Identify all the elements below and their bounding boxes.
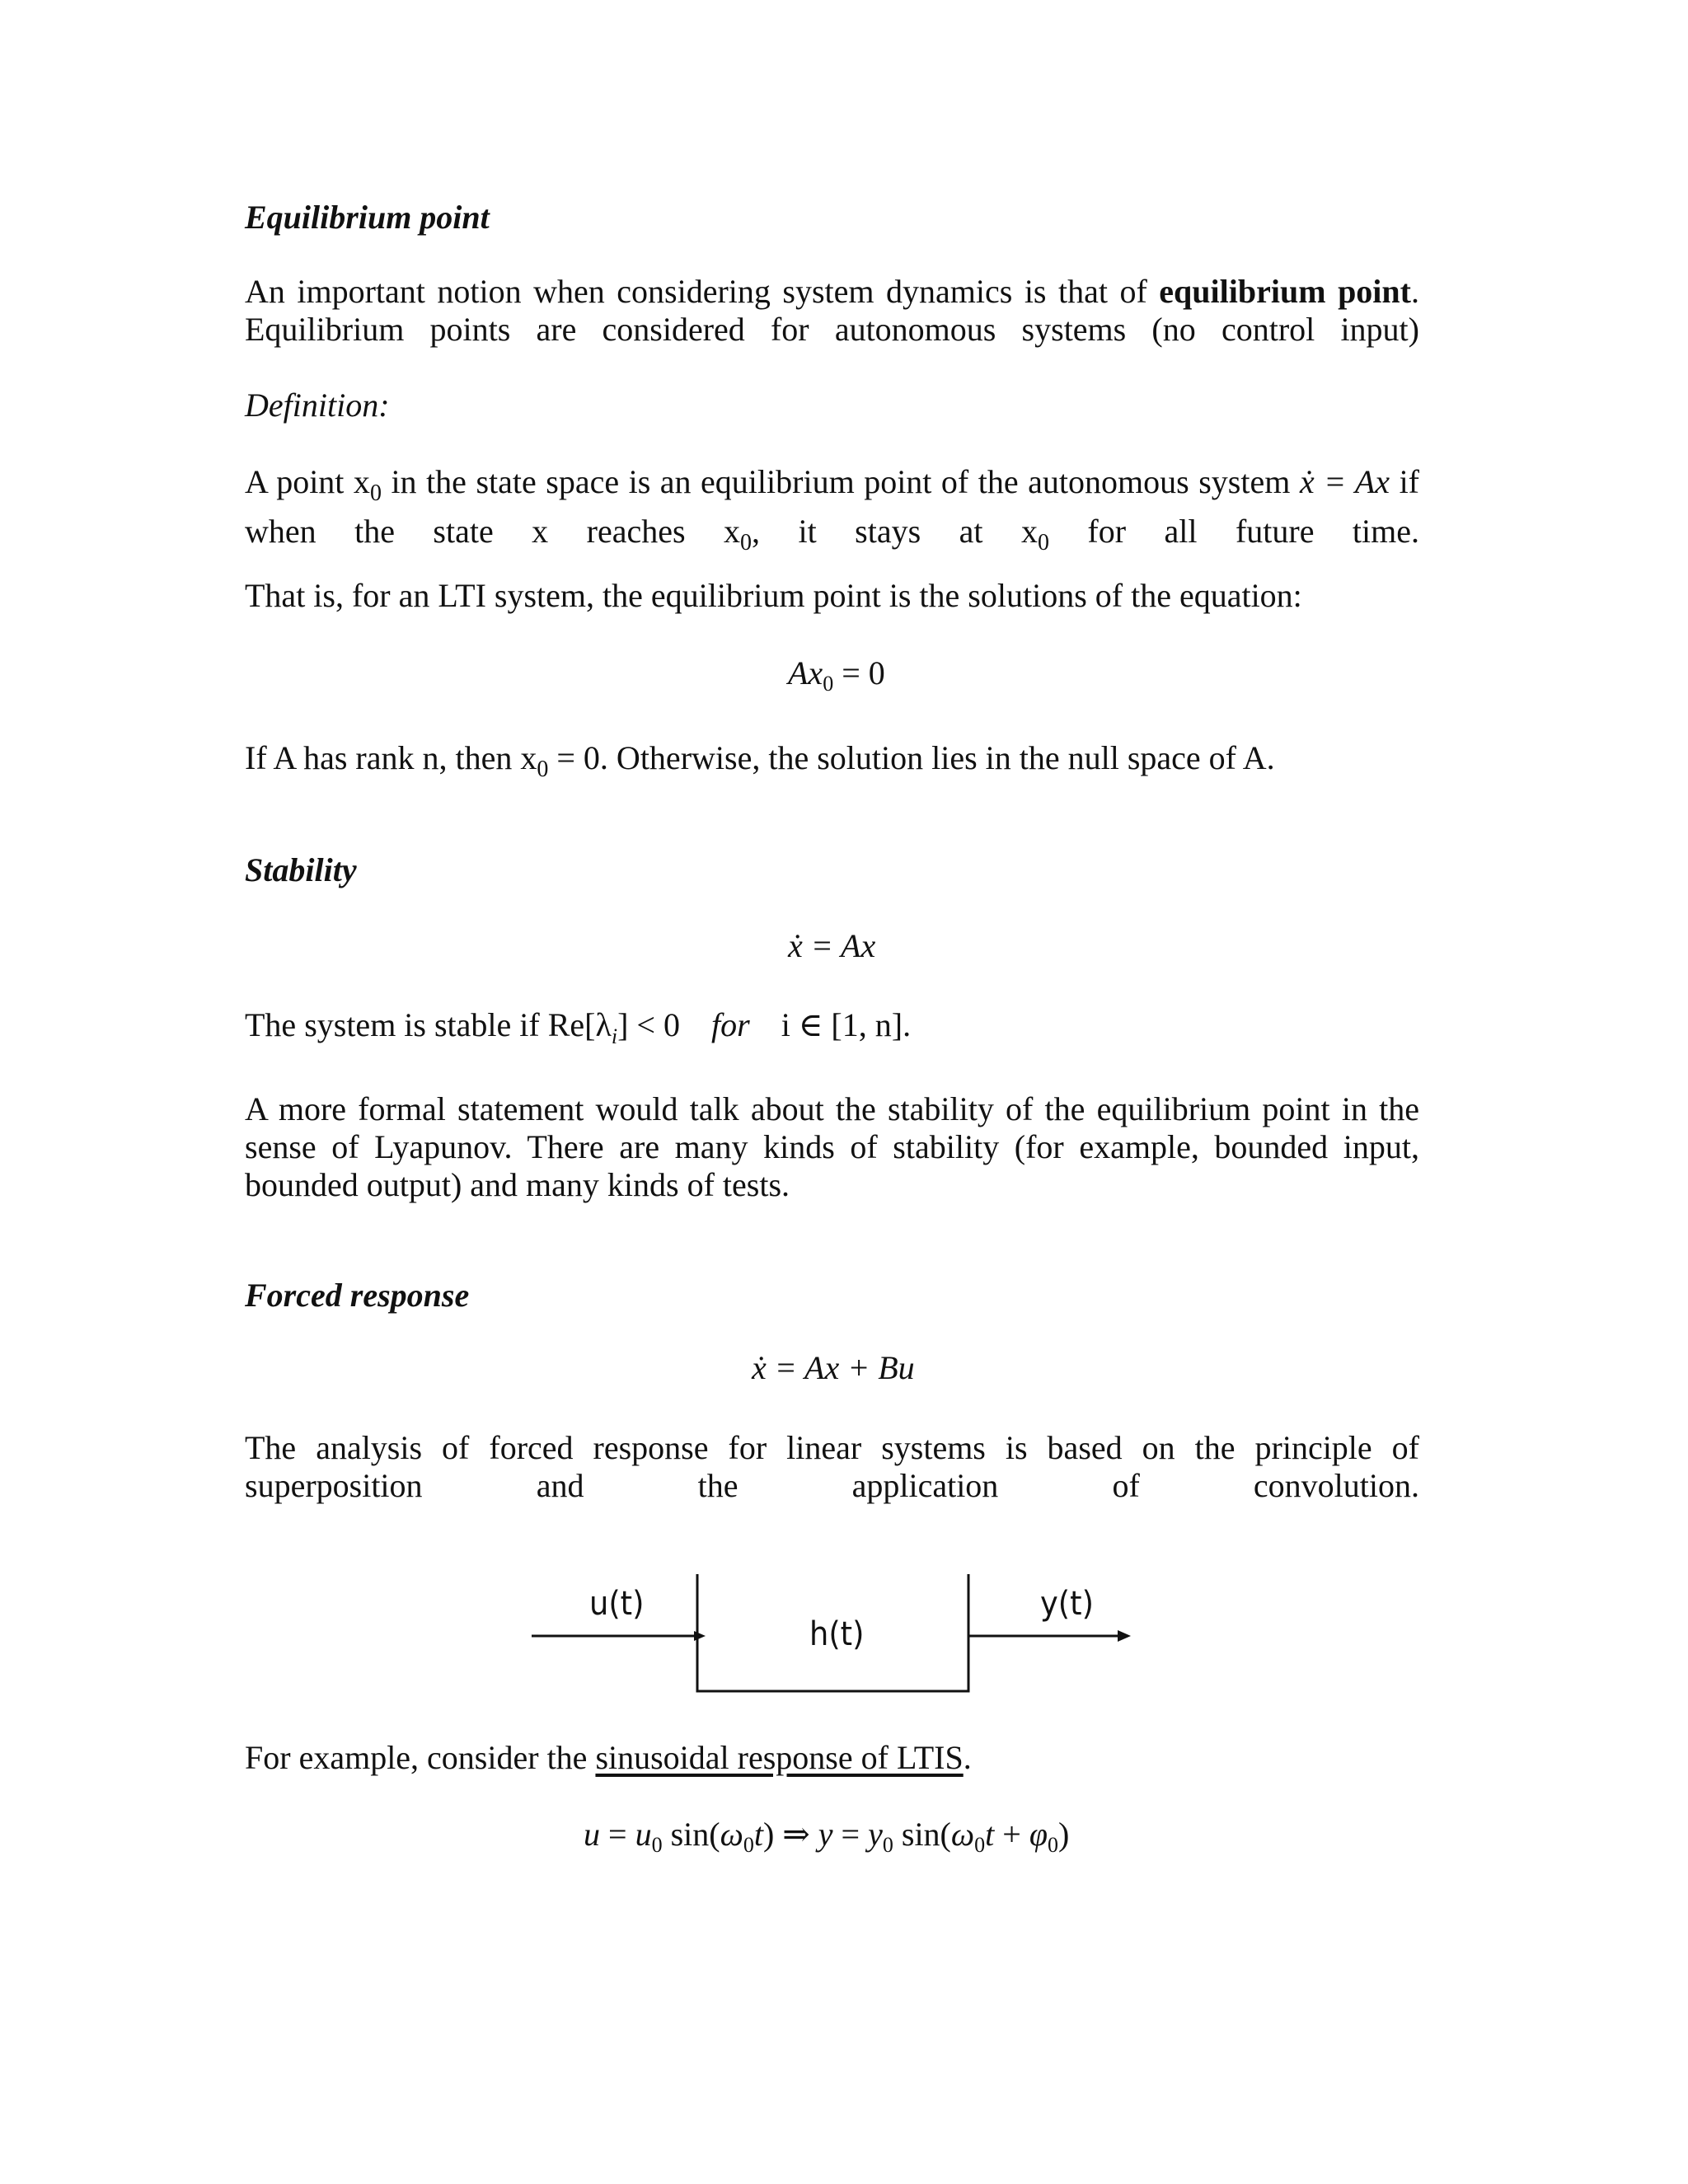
input-arrowhead bbox=[694, 1631, 706, 1641]
output-signal-label: y(t) bbox=[1040, 1585, 1094, 1623]
stability-condition-paragraph: The system is stable if $Re[\lambda_i] < 0$ for i ∈ [1, n]. bbox=[245, 1006, 912, 1048]
rank-paragraph: If A has rank n, then $x_0 = 0$. Otherwise, the solution lies in the null space of A. bbox=[245, 739, 1275, 782]
section-heading-equilibrium: Equilibrium point bbox=[245, 199, 490, 236]
stability-formal-paragraph: A more formal statement would talk about the stability of the equilibrium point in the sense of Lyapunov. There are many kinds of stability (for example, bounded input, bounded output) and many kinds of tests. bbox=[245, 1090, 1419, 1203]
definition-label: Definition: bbox=[245, 387, 390, 424]
output-arrowhead bbox=[1118, 1630, 1131, 1642]
equilibrium-equation: $Ax_0 = 0$ bbox=[788, 654, 885, 696]
example-paragraph: For example, consider the sinusoidal response of LTIS. bbox=[245, 1739, 972, 1776]
equilibrium-intro-paragraph: An important notion when considering system dynamics is that of equilibrium point. Equilibrium points are considered for autonomous systems (no control input) bbox=[245, 273, 1419, 348]
sinusoidal-equation: $u = u_0$ $\sin(\omega_0t)$ ⇒ $y = y_0$ $\sin(\omega_0t + \varphi_0)$ bbox=[584, 1816, 1070, 1857]
input-signal-label: u(t) bbox=[589, 1585, 645, 1623]
stability-equation: ẋ = Ax bbox=[788, 927, 876, 964]
section-heading-forced-response: Forced response bbox=[245, 1277, 470, 1314]
forced-response-equation: ẋ = Ax + Bu bbox=[752, 1349, 915, 1386]
system-block-label: h(t) bbox=[809, 1615, 865, 1653]
definition-paragraph: A point $x_0$ in the state space is an equilibrium point of the autonomous system ẋ = Ax if when the state x reaches $x_0$, it stays at $x_0$ for all future time. bbox=[245, 463, 1420, 555]
forced-analysis-paragraph: The analysis of forced response for linear systems is based on the principle of superposition and the application of convolution. bbox=[245, 1429, 1419, 1504]
lti-paragraph: That is, for an LTI system, the equilibrium point is the solutions of the equation: bbox=[245, 577, 1302, 614]
equilibrium-point-term: equilibrium point bbox=[1159, 273, 1411, 310]
definition-equation: ẋ = Ax bbox=[1299, 463, 1390, 500]
section-heading-stability: Stability bbox=[245, 851, 357, 888]
sinusoidal-response-link[interactable]: sinusoidal response of LTIS bbox=[595, 1739, 964, 1776]
